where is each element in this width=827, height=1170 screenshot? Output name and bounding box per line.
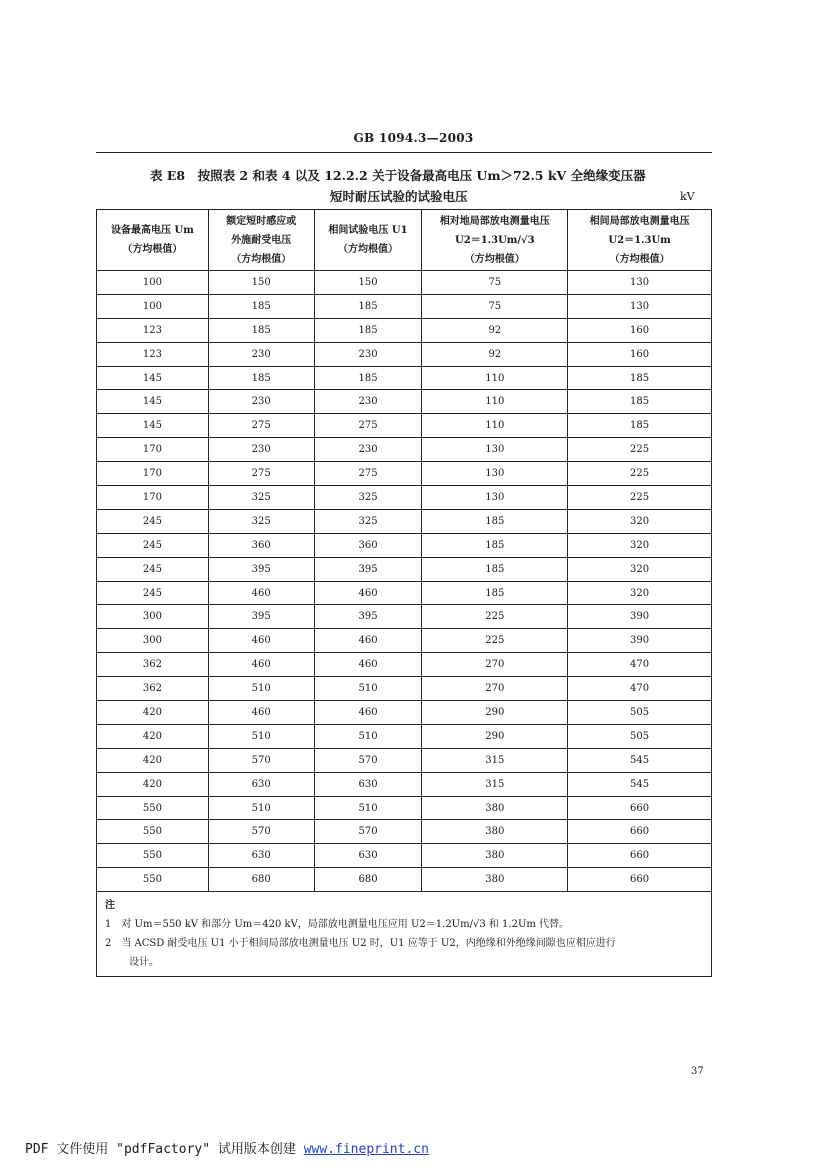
- column-header-line3: （方均根值）: [464, 253, 525, 265]
- table-cell: 185: [568, 366, 712, 390]
- column-header-line1: 设备最高电压 Um: [111, 225, 194, 236]
- notes-cell: [97, 892, 712, 977]
- table-cell: 150: [208, 271, 314, 295]
- table-cell: 570: [208, 820, 314, 844]
- column-header-line2: U2＝1.3Um/√3: [455, 234, 535, 246]
- column-header-line1: 额定短时感应或: [226, 215, 297, 227]
- table-cell: 460: [314, 653, 422, 677]
- table-row: [97, 724, 712, 748]
- table-cell: 660: [568, 820, 712, 844]
- table-cell: 315: [422, 772, 568, 796]
- table-cell: 225: [568, 438, 712, 462]
- table-cell: 395: [314, 557, 422, 581]
- table-cell: 185: [568, 390, 712, 414]
- table-cell: 470: [568, 677, 712, 701]
- table-cell: 660: [568, 868, 712, 892]
- table-cell: 545: [568, 748, 712, 772]
- column-header-line1: 相对地局部放电测量电压: [439, 215, 550, 227]
- table-row: [97, 462, 712, 486]
- table-cell: 225: [568, 462, 712, 486]
- pdf-footer: [25, 1138, 429, 1157]
- table-row: [97, 366, 712, 390]
- table-cell: 170: [97, 462, 209, 486]
- table-cell: 170: [97, 438, 209, 462]
- table-cell: 185: [422, 533, 568, 557]
- page-number: 37: [691, 1066, 704, 1077]
- table-cell: 510: [314, 677, 422, 701]
- table-cell: 185: [208, 294, 314, 318]
- table-cell: 320: [568, 533, 712, 557]
- table-cell: 145: [97, 414, 209, 438]
- table-row: [97, 677, 712, 701]
- table-row: [97, 748, 712, 772]
- table-cell: 270: [422, 653, 568, 677]
- table-cell: 230: [208, 438, 314, 462]
- table-cell: 395: [208, 557, 314, 581]
- table-cell: 245: [97, 509, 209, 533]
- table-cell: 325: [314, 509, 422, 533]
- table-cell: 225: [422, 629, 568, 653]
- table-cell: 470: [568, 653, 712, 677]
- table-cell: 660: [568, 844, 712, 868]
- table-cell: 145: [97, 390, 209, 414]
- table-cell: 570: [314, 748, 422, 772]
- note-item-2: 2 当 ACSD 耐受电压 U1 小于相间局部放电测量电压 U2 时，U1 应等于 U2，内绝缘和外绝缘间隙也应相应进行: [105, 938, 616, 950]
- table-row: [97, 533, 712, 557]
- table-cell: 570: [208, 748, 314, 772]
- table-cell: 395: [314, 605, 422, 629]
- table-row: [97, 342, 712, 366]
- table-row: [97, 414, 712, 438]
- table-cell: 185: [422, 557, 568, 581]
- table-row: [97, 557, 712, 581]
- table-cell: 225: [568, 486, 712, 510]
- table-cell: 185: [208, 366, 314, 390]
- column-header-line2: U2＝1.3Um: [608, 234, 671, 246]
- table-cell: 420: [97, 748, 209, 772]
- table-cell: 123: [97, 318, 209, 342]
- table-cell: 230: [314, 342, 422, 366]
- table-cell: 290: [422, 724, 568, 748]
- table-cell: 390: [568, 629, 712, 653]
- table-cell: 630: [208, 772, 314, 796]
- table-cell: 225: [422, 605, 568, 629]
- table-cell: 460: [314, 581, 422, 605]
- table-row: [97, 629, 712, 653]
- table-row: [97, 701, 712, 725]
- table-cell: 460: [208, 653, 314, 677]
- table-cell: 245: [97, 557, 209, 581]
- table-cell: 510: [314, 724, 422, 748]
- table-cell: 420: [97, 772, 209, 796]
- table-cell: 130: [568, 271, 712, 295]
- table-cell: 380: [422, 844, 568, 868]
- table-cell: 245: [97, 581, 209, 605]
- table-cell: 123: [97, 342, 209, 366]
- table-cell: 75: [422, 294, 568, 318]
- table-row: [97, 438, 712, 462]
- table-cell: 75: [422, 271, 568, 295]
- table-cell: 275: [314, 462, 422, 486]
- table-cell: 510: [208, 677, 314, 701]
- table-row: [97, 844, 712, 868]
- table-cell: 92: [422, 342, 568, 366]
- column-header-3: [314, 210, 422, 271]
- table-cell: 185: [314, 366, 422, 390]
- table-cell: 325: [208, 509, 314, 533]
- table-cell: 510: [208, 724, 314, 748]
- table-row: [97, 868, 712, 892]
- table-cell: 380: [422, 820, 568, 844]
- table-subtitle: 短时耐压试验的试验电压: [330, 189, 468, 204]
- table-cell: 130: [422, 462, 568, 486]
- table-row: [97, 509, 712, 533]
- table-cell: 395: [208, 605, 314, 629]
- table-cell: 100: [97, 271, 209, 295]
- table-cell: 275: [208, 462, 314, 486]
- column-header-5: [568, 210, 712, 271]
- table-cell: 145: [97, 366, 209, 390]
- table-cell: 680: [314, 868, 422, 892]
- column-header-line2: （方均根值）: [122, 244, 183, 255]
- table-row: [97, 605, 712, 629]
- table-cell: 320: [568, 581, 712, 605]
- table-cell: 230: [314, 438, 422, 462]
- voltage-table: [96, 209, 712, 977]
- table-row: [97, 271, 712, 295]
- table-cell: 110: [422, 414, 568, 438]
- table-cell: 380: [422, 796, 568, 820]
- table-cell: 185: [422, 581, 568, 605]
- table-row: [97, 653, 712, 677]
- table-cell: 380: [422, 868, 568, 892]
- table-cell: 680: [208, 868, 314, 892]
- table-row: [97, 581, 712, 605]
- table-cell: 460: [208, 629, 314, 653]
- table-cell: 185: [314, 294, 422, 318]
- table-cell: 550: [97, 868, 209, 892]
- table-cell: 545: [568, 772, 712, 796]
- column-header-line2: （方均根值）: [338, 244, 399, 255]
- table-cell: 460: [314, 629, 422, 653]
- table-cell: 230: [208, 390, 314, 414]
- column-header-line1: 相间试验电压 U1: [328, 225, 408, 236]
- column-header-4: [422, 210, 568, 271]
- header-rule: [96, 152, 712, 153]
- table-cell: 320: [568, 557, 712, 581]
- table-cell: 275: [208, 414, 314, 438]
- table-cell: 570: [314, 820, 422, 844]
- table-cell: 390: [568, 605, 712, 629]
- notes-heading: 注: [105, 900, 115, 912]
- table-row: [97, 820, 712, 844]
- table-cell: 325: [208, 486, 314, 510]
- column-header-2: [208, 210, 314, 271]
- table-cell: 100: [97, 294, 209, 318]
- table-cell: 275: [314, 414, 422, 438]
- column-header-line2: 外施耐受电压: [231, 234, 292, 246]
- note-item-2-cont: 设计。: [129, 957, 159, 969]
- table-cell: 510: [208, 796, 314, 820]
- table-cell: 360: [314, 533, 422, 557]
- table-cell: 510: [314, 796, 422, 820]
- table-cell: 185: [422, 509, 568, 533]
- table-cell: 420: [97, 724, 209, 748]
- table-cell: 92: [422, 318, 568, 342]
- table-cell: 550: [97, 820, 209, 844]
- table-row: [97, 486, 712, 510]
- table-cell: 550: [97, 844, 209, 868]
- table-row: [97, 294, 712, 318]
- table-cell: 320: [568, 509, 712, 533]
- table-cell: 505: [568, 701, 712, 725]
- table-cell: 110: [422, 390, 568, 414]
- table-cell: 630: [314, 844, 422, 868]
- table-cell: 460: [208, 701, 314, 725]
- table-cell: 110: [422, 366, 568, 390]
- document-header: GB 1094.3—2003: [353, 131, 474, 145]
- table-cell: 630: [208, 844, 314, 868]
- table-cell: 300: [97, 629, 209, 653]
- table-cell: 420: [97, 701, 209, 725]
- table-cell: 505: [568, 724, 712, 748]
- table-cell: 325: [314, 486, 422, 510]
- table-cell: 185: [314, 318, 422, 342]
- footer-text: PDF 文件使用 "pdfFactory" 试用版本创建: [25, 1142, 304, 1157]
- table-cell: 160: [568, 318, 712, 342]
- table-cell: 185: [208, 318, 314, 342]
- table-cell: 660: [568, 796, 712, 820]
- table-cell: 230: [314, 390, 422, 414]
- note-item-1: 1 对 Um＝550 kV 和部分 Um＝420 kV，局部放电测量电压应用 U2＝1.2Um/√3 和 1.2Um 代替。: [105, 919, 570, 931]
- table-cell: 130: [568, 294, 712, 318]
- table-cell: 130: [422, 438, 568, 462]
- table-cell: 460: [208, 581, 314, 605]
- table-cell: 150: [314, 271, 422, 295]
- table-row: [97, 772, 712, 796]
- table-cell: 315: [422, 748, 568, 772]
- table-cell: 270: [422, 677, 568, 701]
- footer-link[interactable]: www.fineprint.cn: [303, 1142, 429, 1157]
- table-cell: 362: [97, 677, 209, 701]
- table-body: [97, 271, 712, 892]
- notes-row: [97, 892, 712, 977]
- table-cell: 230: [208, 342, 314, 366]
- table-cell: 630: [314, 772, 422, 796]
- table-cell: 360: [208, 533, 314, 557]
- table-title: 表 E8 按照表 2 和表 4 以及 12.2.2 关于设备最高电压 Um＞72.5 kV 全绝缘变压器: [150, 168, 646, 183]
- table-cell: 160: [568, 342, 712, 366]
- table-cell: 362: [97, 653, 209, 677]
- column-header-line1: 相间局部放电测量电压: [589, 215, 690, 227]
- table-cell: 170: [97, 486, 209, 510]
- table-row: [97, 390, 712, 414]
- table-cell: 290: [422, 701, 568, 725]
- table-row: [97, 318, 712, 342]
- table-cell: 245: [97, 533, 209, 557]
- column-header-line3: （方均根值）: [231, 253, 292, 265]
- table-cell: 185: [568, 414, 712, 438]
- column-header-1: [97, 210, 209, 271]
- table-cell: 300: [97, 605, 209, 629]
- table-header-row: [97, 210, 712, 271]
- table-cell: 550: [97, 796, 209, 820]
- table-cell: 130: [422, 486, 568, 510]
- column-header-line3: （方均根值）: [609, 253, 670, 265]
- unit-label: kV: [680, 190, 695, 203]
- table-cell: 460: [314, 701, 422, 725]
- table-row: [97, 796, 712, 820]
